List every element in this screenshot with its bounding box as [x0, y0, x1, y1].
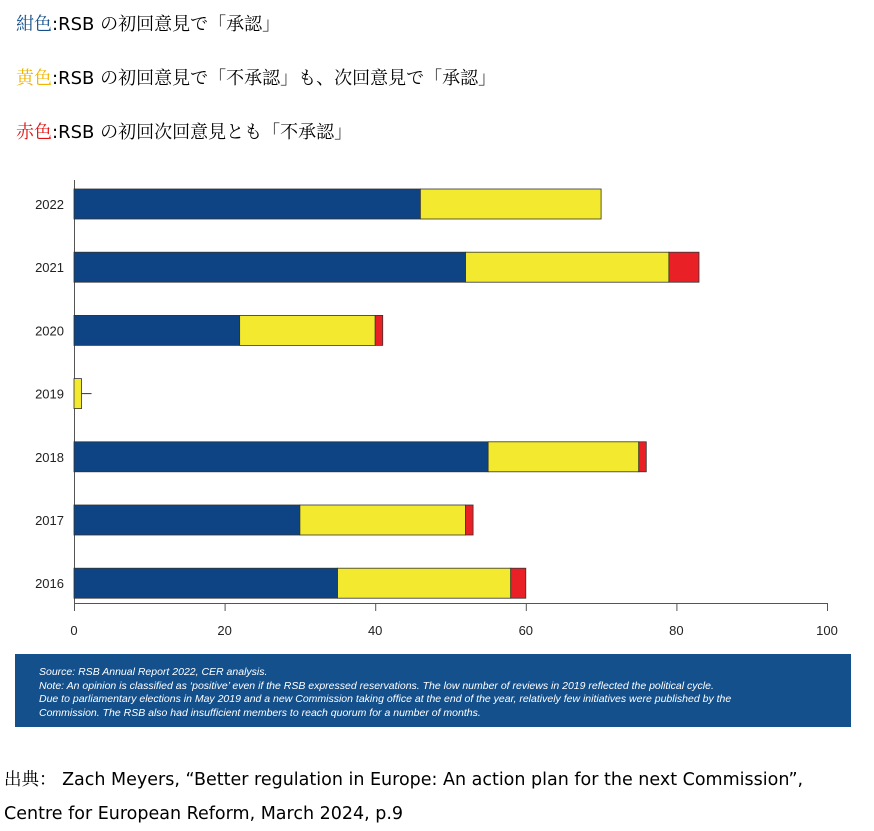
bar-segment	[375, 315, 383, 345]
x-tick-label: 0	[70, 623, 78, 638]
legend-text-navy: :RSB の初回意見で「承認」	[52, 14, 281, 35]
y-tick-label: 2018	[35, 449, 64, 465]
bar-segment	[466, 505, 474, 535]
bar-segment	[74, 505, 300, 535]
bar-segment	[466, 252, 669, 282]
y-tick-label: 2021	[35, 260, 64, 276]
bar-segment	[511, 568, 526, 598]
y-tick-label: 2019	[35, 386, 64, 402]
bar-segment	[74, 568, 338, 598]
legend-line-red	[16, 118, 352, 144]
bar-segment	[240, 315, 376, 345]
legend-color-word-red: 赤色	[16, 122, 52, 143]
citation-line-1: 出典： Zach Meyers, “Better regulation in Europe: An action plan for the next Commission”,	[4, 770, 804, 790]
bar-segment	[669, 252, 699, 282]
citation-line-2: Centre for European Reform, March 2024, p.9	[4, 804, 404, 824]
x-tick-label: 100	[816, 623, 838, 638]
legend-text-red: :RSB の初回次回意見とも「不承認」	[52, 122, 353, 143]
x-tick-label: 40	[367, 623, 383, 638]
x-tick-label: 60	[518, 623, 534, 638]
x-tick-label: 20	[217, 623, 232, 638]
bar-segment	[488, 442, 639, 472]
notes-line-2: Due to parliamentary elections in May 2019 and a new Commission taking office at the end of the year, relatively few initiatives were published by the	[39, 693, 732, 705]
notes-source: Source: RSB Annual Report 2022, CER analysis.	[39, 666, 268, 678]
bar-segment	[338, 568, 511, 598]
notes-box	[15, 654, 851, 727]
y-tick-label: 2017	[35, 513, 64, 528]
bar-segment	[639, 442, 647, 472]
legend-color-word-yellow: 黄色	[16, 68, 52, 89]
bar-segment	[74, 379, 82, 409]
legend-line-navy	[16, 10, 280, 36]
bar-segment	[74, 189, 420, 219]
legend-line-yellow	[16, 64, 496, 90]
notes-line-3: Commission. The RSB also had insufficient members to reach quorum for a number of months.	[39, 706, 481, 719]
bar-segment	[300, 505, 466, 535]
y-tick-label: 2016	[35, 576, 64, 592]
notes-line-1: Note: An opinion is classified as ‘positive’ even if the RSB expressed reservations. The low number of reviews in 2019 reflected the political cycle.	[39, 679, 714, 692]
bar-segment	[420, 189, 601, 219]
stacked-bar-chart	[0, 170, 874, 650]
bar-segment	[74, 442, 488, 472]
y-tick-label: 2022	[35, 197, 64, 212]
legend-color-word-navy: 紺色	[16, 14, 52, 35]
bar-segment	[74, 252, 466, 282]
bar-segment	[74, 315, 240, 345]
x-tick-label: 80	[669, 623, 684, 638]
y-tick-label: 2020	[35, 323, 64, 339]
legend-text-yellow: :RSB の初回意見で「不承認」も、次回意見で「承認」	[52, 68, 497, 89]
